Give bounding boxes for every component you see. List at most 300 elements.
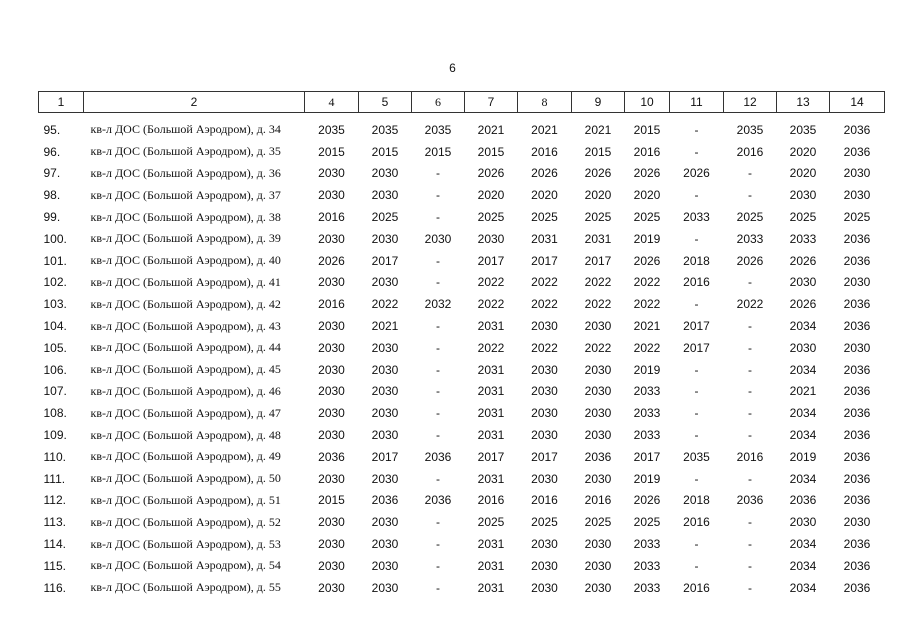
column-header: 5 [359,92,412,113]
row-value-cell: 2022 [584,275,612,290]
row-value-cell: - [694,471,699,486]
row-address: кв-л ДОС (Большой Аэродром), д. 49 [90,449,281,464]
row-value-cell: 2035 [736,122,764,137]
row-address: кв-л ДОС (Большой Аэродром), д. 53 [90,536,281,551]
header-row [39,92,885,113]
row-value-cell: 2034 [789,580,817,595]
row-address: кв-л ДОС (Большой Аэродром), д. 50 [90,471,281,486]
row-value-cell: 2030 [843,188,871,203]
row-value-cell: 2025 [633,210,661,225]
row-value-cell: 2019 [789,449,817,464]
row-value-cell: 2020 [584,188,612,203]
row-value-cell: 2030 [371,384,399,399]
row-value-cell: 2015 [633,122,661,137]
row-number: 104. [43,319,67,334]
row-value-cell: 2016 [683,580,710,595]
row-value-cell: - [748,428,752,443]
row-value-cell: 2021 [584,122,612,137]
row-value-cell: 2022 [633,275,661,290]
row-value-cell: 2026 [736,253,764,268]
row-value-cell: 2030 [318,166,345,181]
row-number: 112. [43,493,66,508]
row-value-cell: 2025 [477,515,505,530]
row-value-cell: 2017 [477,449,505,464]
row-number: 103. [43,297,67,312]
row-value-cell: - [436,580,440,595]
row-value-cell: 2015 [424,144,452,159]
table-row [39,359,885,381]
row-value-cell: - [436,210,440,225]
row-value-cell: 2036 [789,493,817,508]
row-value-cell: 2015 [477,144,505,159]
row-value-cell: - [436,428,440,443]
row-value-cell: 2020 [789,166,817,181]
row-number: 100. [43,231,67,246]
column-header: 6 [412,92,465,113]
row-value-cell: - [694,537,699,552]
row-value-cell: 2026 [633,493,661,508]
row-value-cell: - [748,384,752,399]
row-value-cell: 2026 [477,166,505,181]
row-address: кв-л ДОС (Большой Аэродром), д. 39 [90,231,281,246]
table-row [39,381,885,403]
row-number: 114. [43,537,66,552]
row-value-cell: 2034 [789,471,817,486]
column-header: 10 [625,92,670,113]
row-value-cell: 2036 [843,493,871,508]
row-value-cell: - [694,428,699,443]
row-value-cell: 2036 [843,580,871,595]
row-number: 107. [43,384,67,399]
row-number: 109. [43,428,67,443]
table-row [39,424,885,446]
row-value-cell: 2031 [477,558,505,573]
row-value-cell: 2025 [477,210,505,225]
row-value-cell: 2030 [584,471,612,486]
row-value-cell: 2018 [683,253,710,268]
row-value-cell: 2025 [531,210,558,225]
table-row [39,272,885,294]
row-address: кв-л ДОС (Большой Аэродром), д. 36 [90,165,281,180]
row-value-cell: 2031 [584,231,612,246]
row-value-cell: - [694,188,699,203]
row-value-cell: - [436,275,440,290]
row-value-cell: 2036 [843,537,871,552]
row-value-cell: 2036 [843,122,871,137]
table-row [39,490,885,512]
row-value-cell: 2030 [531,558,558,573]
row-value-cell: - [436,188,440,203]
column-header: 7 [465,92,518,113]
row-value-cell: 2036 [318,449,345,464]
row-address: кв-л ДОС (Большой Аэродром), д. 34 [90,122,281,137]
row-value-cell: 2030 [318,558,345,573]
row-value-cell: 2036 [843,231,871,246]
column-header: 9 [572,92,625,113]
row-value-cell: - [436,340,440,355]
row-value-cell: 2030 [318,406,345,421]
table-row [39,533,885,555]
row-number: 111. [43,471,66,486]
table-row [39,315,885,337]
row-value-cell: 2016 [736,449,764,464]
row-value-cell: 2030 [318,275,345,290]
table-row [39,446,885,468]
row-value-cell: 2036 [843,362,871,377]
row-value-cell: 2016 [633,144,661,159]
row-value-cell: - [748,406,752,421]
row-value-cell: 2020 [477,188,505,203]
row-value-cell: 2036 [843,253,871,268]
row-value-cell: 2026 [531,166,558,181]
row-value-cell: 2025 [584,515,612,530]
row-value-cell: 2022 [477,297,505,312]
row-value-cell: 2030 [318,471,345,486]
row-value-cell: 2034 [789,362,817,377]
row-value-cell: 2025 [371,210,399,225]
row-value-cell: - [436,471,440,486]
row-address: кв-л ДОС (Большой Аэродром), д. 38 [90,209,281,224]
table-row [39,113,885,141]
row-value-cell: 2030 [371,362,399,377]
row-value-cell: 2026 [789,297,817,312]
row-value-cell: 2033 [633,428,661,443]
row-number: 116. [43,580,66,595]
row-value-cell: 2030 [371,340,399,355]
row-value-cell: 2016 [531,144,558,159]
row-number: 97. [43,166,61,181]
row-number: 105. [43,340,67,355]
row-value-cell: 2030 [843,515,871,530]
row-value-cell: 2017 [531,449,558,464]
row-address: кв-л ДОС (Большой Аэродром), д. 44 [90,340,281,355]
row-address: кв-л ДОС (Большой Аэродром), д. 54 [90,558,281,573]
row-address: кв-л ДОС (Большой Аэродром), д. 35 [90,144,281,159]
row-value-cell: 2022 [736,297,764,312]
row-value-cell: 2033 [633,558,661,573]
row-value-cell: 2034 [789,428,817,443]
row-value-cell: 2036 [843,384,871,399]
row-value-cell: 2016 [683,275,710,290]
row-value-cell: 2031 [477,362,505,377]
row-value-cell: 2015 [318,144,345,159]
row-value-cell: 2030 [318,428,345,443]
row-address: кв-л ДОС (Большой Аэродром), д. 51 [90,492,281,507]
row-value-cell: 2031 [477,580,505,595]
row-address: кв-л ДОС (Большой Аэродром), д. 42 [90,296,281,311]
row-value-cell: 2017 [584,253,612,268]
row-value-cell: - [748,471,752,486]
row-value-cell: 2019 [633,471,661,486]
row-value-cell: 2030 [318,515,345,530]
row-value-cell: - [436,515,440,530]
table-row [39,555,885,577]
table-row [39,141,885,163]
row-value-cell: 2030 [318,537,345,552]
row-value-cell: - [748,580,752,595]
row-value-cell: 2026 [683,166,710,181]
row-value-cell: - [748,362,752,377]
row-number: 115. [43,558,66,573]
row-value-cell: 2030 [371,166,399,181]
row-value-cell: 2030 [371,537,399,552]
row-value-cell: 2030 [789,188,817,203]
row-value-cell: 2017 [531,253,558,268]
row-value-cell: 2030 [424,231,452,246]
row-value-cell: 2030 [531,384,558,399]
row-value-cell: 2021 [371,319,399,334]
table-row [39,511,885,533]
row-value-cell: 2026 [633,253,661,268]
row-value-cell: 2031 [477,384,505,399]
row-value-cell: 2017 [371,449,399,464]
row-number: 106. [43,362,67,377]
row-value-cell: - [694,362,699,377]
row-value-cell: 2030 [371,275,399,290]
table-row [39,337,885,359]
row-value-cell: 2022 [531,340,558,355]
row-value-cell: 2034 [789,537,817,552]
row-value-cell: - [748,558,752,573]
row-value-cell: 2026 [318,253,345,268]
row-value-cell: - [436,558,440,573]
row-value-cell: 2036 [843,449,871,464]
row-number: 110. [43,449,66,464]
table-row [39,206,885,228]
row-value-cell: - [748,319,752,334]
row-value-cell: 2030 [789,340,817,355]
row-value-cell: 2017 [683,319,710,334]
row-address: кв-л ДОС (Большой Аэродром), д. 45 [90,362,281,377]
row-value-cell: 2034 [789,406,817,421]
row-value-cell: 2036 [584,449,612,464]
row-value-cell: - [748,166,752,181]
row-value-cell: 2031 [477,319,505,334]
page-number: 6 [449,61,456,75]
row-address: кв-л ДОС (Большой Аэродром), д. 55 [90,580,281,595]
row-value-cell: 2030 [318,188,345,203]
row-value-cell: 2030 [843,340,871,355]
row-value-cell: 2033 [633,537,661,552]
row-value-cell: 2036 [424,493,452,508]
table-row [39,293,885,315]
table-row [39,250,885,272]
row-value-cell: 2030 [371,406,399,421]
row-value-cell: - [694,558,699,573]
row-number: 113. [43,515,66,530]
column-header: 12 [724,92,777,113]
row-address: кв-л ДОС (Большой Аэродром), д. 41 [90,274,281,289]
row-value-cell: - [748,515,752,530]
row-value-cell: 2030 [584,558,612,573]
table-row [39,402,885,424]
row-value-cell: 2022 [531,297,558,312]
row-value-cell: 2025 [843,210,871,225]
row-number: 96. [43,144,61,159]
row-value-cell: 2016 [318,210,345,225]
row-number: 102. [43,275,67,290]
row-value-cell: 2017 [477,253,505,268]
row-value-cell: 2030 [584,537,612,552]
row-value-cell: 2036 [843,297,871,312]
row-value-cell: 2025 [531,515,558,530]
column-header: 14 [830,92,885,113]
row-value-cell: 2019 [633,362,661,377]
row-value-cell: 2017 [633,449,661,464]
row-address: кв-л ДОС (Большой Аэродром), д. 43 [90,318,281,333]
row-value-cell: - [436,406,440,421]
row-value-cell: 2030 [318,580,345,595]
row-value-cell: 2015 [371,144,399,159]
row-value-cell: 2036 [424,449,452,464]
row-value-cell: 2031 [477,537,505,552]
row-value-cell: 2033 [633,384,661,399]
row-value-cell: 2016 [318,297,345,312]
row-value-cell: 2034 [789,558,817,573]
row-value-cell: 2026 [633,166,661,181]
row-number: 98. [43,188,61,203]
row-value-cell: - [694,406,699,421]
row-value-cell: 2034 [789,319,817,334]
row-value-cell: 2030 [371,188,399,203]
row-value-cell: 2022 [633,297,661,312]
row-value-cell: 2035 [318,122,345,137]
column-header: 2 [84,92,305,113]
row-value-cell: 2025 [633,515,661,530]
row-value-cell: 2033 [633,580,661,595]
row-value-cell: 2030 [371,428,399,443]
row-number: 108. [43,406,67,421]
row-value-cell: 2015 [318,493,345,508]
row-value-cell: - [694,122,699,137]
row-value-cell: 2036 [843,471,871,486]
row-value-cell: 2030 [318,362,345,377]
row-value-cell: 2030 [584,580,612,595]
table-row [39,228,885,250]
row-value-cell: 2020 [531,188,558,203]
row-value-cell: 2030 [789,275,817,290]
row-value-cell: 2020 [789,144,817,159]
row-value-cell: 2021 [477,122,505,137]
row-value-cell: 2022 [633,340,661,355]
row-address: кв-л ДОС (Большой Аэродром), д. 37 [90,187,281,202]
row-value-cell: 2030 [843,166,871,181]
row-value-cell: - [436,166,440,181]
row-value-cell: - [748,188,752,203]
row-value-cell: 2025 [584,210,612,225]
row-value-cell: 2033 [789,231,817,246]
row-value-cell: 2030 [318,231,345,246]
column-header: 1 [39,92,84,113]
row-value-cell: 2017 [683,340,710,355]
row-address: кв-л ДОС (Большой Аэродром), д. 48 [90,427,281,442]
row-value-cell: 2022 [371,297,399,312]
row-value-cell: 2036 [843,144,871,159]
row-value-cell: 2019 [633,231,661,246]
row-value-cell: 2030 [531,362,558,377]
row-value-cell: 2021 [633,319,661,334]
row-value-cell: 2030 [371,471,399,486]
row-value-cell: 2030 [477,231,505,246]
row-value-cell: 2030 [371,558,399,573]
table-body [39,113,885,599]
row-value-cell: - [748,340,752,355]
row-address: кв-л ДОС (Большой Аэродром), д. 52 [90,514,281,529]
row-number: 101. [43,253,67,268]
row-address: кв-л ДОС (Большой Аэродром), д. 47 [90,405,281,420]
row-value-cell: 2030 [318,384,345,399]
row-value-cell: 2016 [477,493,505,508]
row-value-cell: 2030 [371,231,399,246]
row-value-cell: 2031 [531,231,558,246]
row-value-cell: - [436,362,440,377]
data-table [38,91,885,599]
row-value-cell: 2031 [477,428,505,443]
row-value-cell: 2035 [789,122,817,137]
row-value-cell: 2030 [531,428,558,443]
row-value-cell: 2022 [477,340,505,355]
row-value-cell: 2036 [371,493,399,508]
row-value-cell: 2030 [843,275,871,290]
table-row [39,577,885,599]
row-value-cell: 2016 [531,493,558,508]
row-value-cell: 2036 [843,428,871,443]
row-value-cell: 2020 [633,188,661,203]
row-value-cell: 2016 [736,144,764,159]
row-value-cell: 2030 [531,406,558,421]
row-value-cell: - [748,275,752,290]
row-value-cell: 2033 [683,210,710,225]
row-value-cell: 2036 [843,558,871,573]
row-value-cell: - [436,384,440,399]
row-value-cell: 2035 [371,122,399,137]
row-value-cell: 2030 [531,537,558,552]
row-value-cell: 2017 [371,253,399,268]
row-value-cell: 2032 [424,297,452,312]
row-value-cell: - [694,144,699,159]
row-number: 95. [43,122,61,137]
row-value-cell: 2025 [736,210,764,225]
row-value-cell: 2033 [633,406,661,421]
row-value-cell: 2031 [477,406,505,421]
row-value-cell: 2030 [371,580,399,595]
table-row [39,184,885,206]
column-header: 4 [305,92,359,113]
row-value-cell: 2022 [531,275,558,290]
row-value-cell: 2033 [736,231,764,246]
row-value-cell: 2036 [843,406,871,421]
row-value-cell: 2026 [789,253,817,268]
row-value-cell: 2036 [843,319,871,334]
row-value-cell: 2030 [318,340,345,355]
row-value-cell: 2016 [584,493,612,508]
row-value-cell: 2022 [477,275,505,290]
row-value-cell: 2021 [531,122,558,137]
row-value-cell: 2015 [584,144,612,159]
row-value-cell: 2030 [584,319,612,334]
row-value-cell: 2022 [584,340,612,355]
row-value-cell: - [694,231,699,246]
row-value-cell: 2025 [789,210,817,225]
row-value-cell: 2035 [683,449,710,464]
row-value-cell: 2022 [584,297,612,312]
table-header [39,92,885,113]
table-row [39,468,885,490]
row-value-cell: - [748,537,752,552]
row-value-cell: 2030 [584,406,612,421]
column-header: 8 [518,92,572,113]
row-value-cell: 2030 [371,515,399,530]
